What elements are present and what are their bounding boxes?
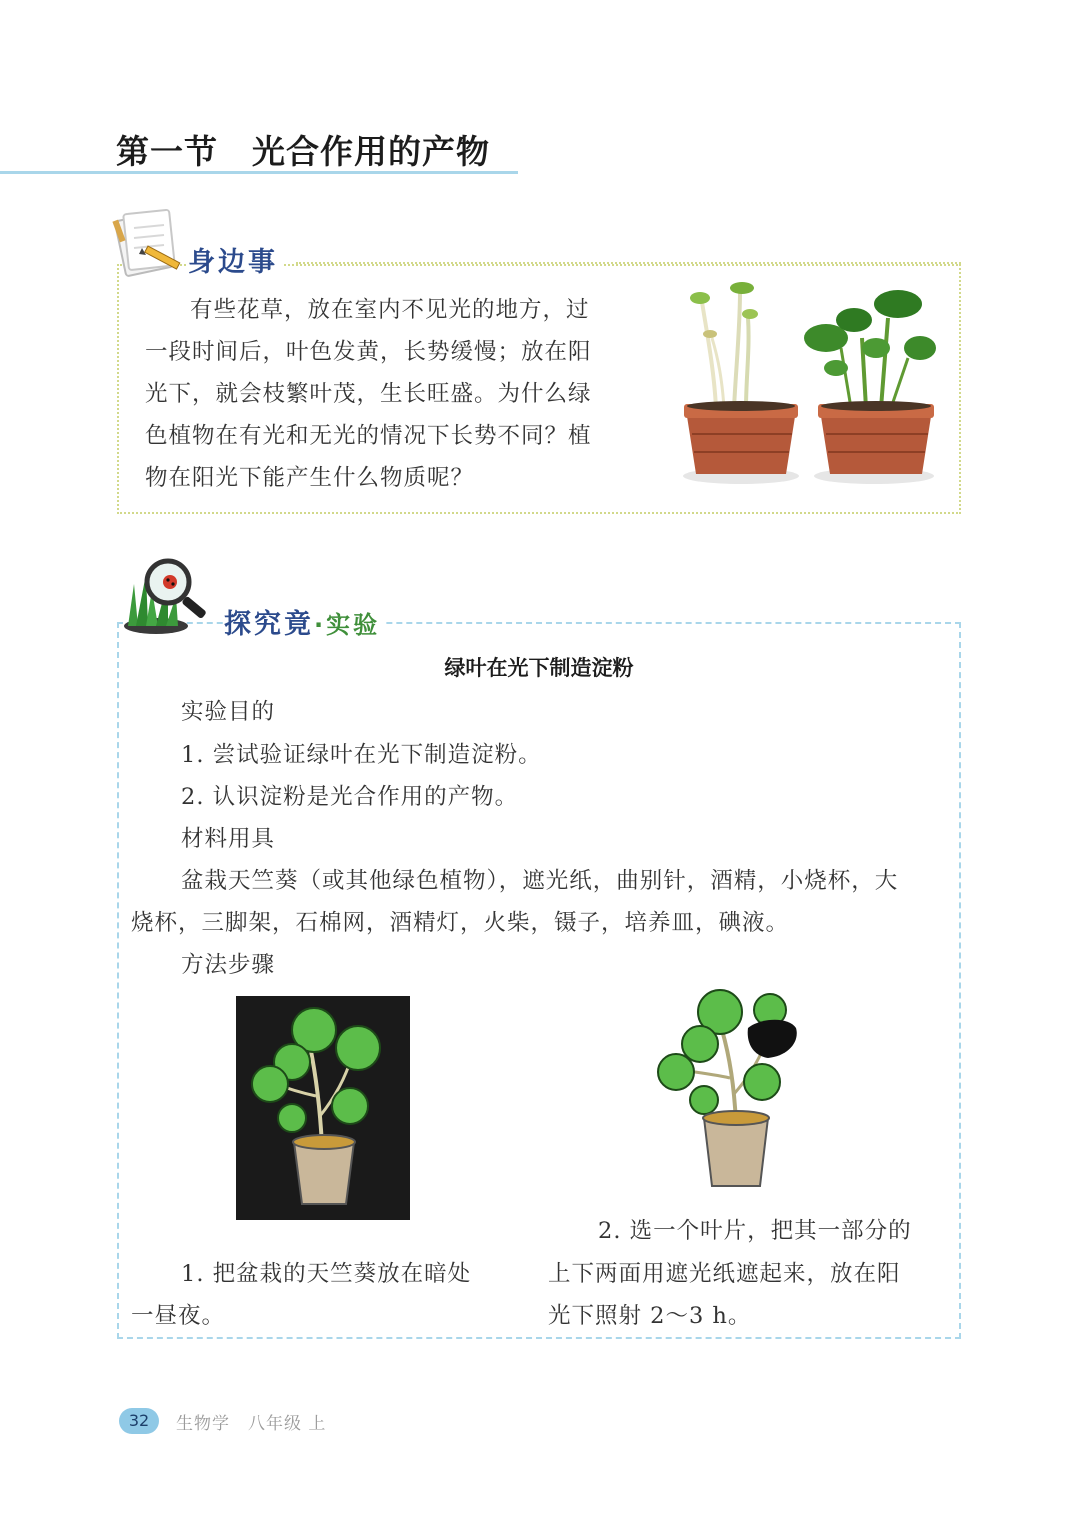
purpose-item: 2. 认识淀粉是光合作用的产物。 bbox=[181, 784, 519, 810]
experiment-label-main: 探究竟 bbox=[224, 609, 314, 640]
materials-line: 烧杯，三脚架，石棉网，酒精灯，火柴，镊子，培养皿，碘液。 bbox=[131, 910, 790, 936]
book-title: 生物学 八年级 上 bbox=[176, 1414, 327, 1434]
purpose-heading: 实验目的 bbox=[181, 699, 276, 725]
paragraph-line: 物在阳光下能产生什么物质呢？ bbox=[145, 465, 475, 491]
paragraph-line: 有些花草，放在室内不见光的地方，过 bbox=[190, 297, 590, 323]
step2-line: 光下照射 2～3 h。 bbox=[548, 1303, 752, 1329]
step2-line: 2. 选一个叶片，把其一部分的 bbox=[598, 1218, 912, 1244]
method-heading: 方法步骤 bbox=[181, 952, 276, 978]
step1-line: 1. 把盆栽的天竺葵放在暗处 bbox=[181, 1261, 472, 1287]
section-title: 第一节 光合作用的产物 bbox=[116, 132, 490, 171]
paragraph-line: 光下，就会枝繁叶茂，生长旺盛。为什么绿 bbox=[145, 381, 592, 407]
magnifier-grass-icon bbox=[120, 556, 220, 636]
paragraph-line: 色植物在有光和无光的情况下长势不同？植 bbox=[145, 423, 592, 449]
step1-line: 一昼夜。 bbox=[131, 1303, 226, 1329]
experiment-label-sub: ·实验 bbox=[314, 611, 381, 639]
notepad-pencil-icon bbox=[112, 206, 188, 280]
plant-covered-leaf-illustration bbox=[650, 982, 820, 1190]
potted-seedlings-illustration bbox=[676, 278, 948, 488]
experiment-section-label bbox=[224, 602, 386, 641]
paragraph-line: 一段时间后，叶色发黄，长势缓慢；放在阳 bbox=[145, 339, 592, 365]
experiment-title: 绿叶在光下制造淀粉 bbox=[444, 656, 634, 680]
plant-in-dark-illustration bbox=[236, 996, 410, 1220]
page-number-badge: 32 bbox=[119, 1408, 159, 1434]
materials-line: 盆栽天竺葵（或其他绿色植物），遮光纸，曲别针，酒精，小烧杯，大 bbox=[181, 868, 899, 894]
side-story-label: 身边事 bbox=[188, 240, 284, 279]
side-story-header-line bbox=[296, 262, 961, 264]
title-underline bbox=[0, 171, 518, 174]
purpose-item: 1. 尝试验证绿叶在光下制造淀粉。 bbox=[181, 742, 542, 768]
materials-heading: 材料用具 bbox=[181, 826, 276, 852]
side-story-paragraph bbox=[145, 289, 645, 499]
step2-line: 上下两面用遮光纸遮起来，放在阳 bbox=[548, 1261, 901, 1287]
